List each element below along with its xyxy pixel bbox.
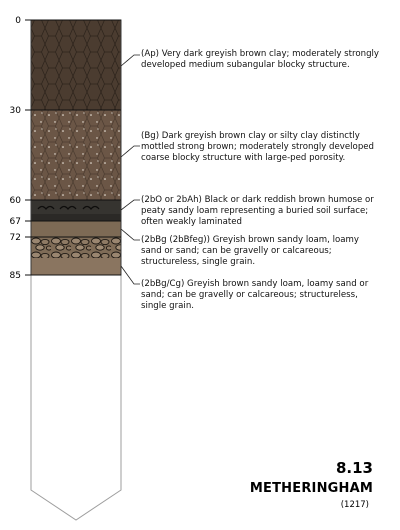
soil-series-number: 8.13	[335, 459, 373, 477]
horizon-ap-description: (Ap) Very dark greyish brown clay; moderately strongly developed medium subangular blocky structure.	[141, 49, 380, 70]
soil-series-name: METHERINGHAM	[249, 481, 373, 496]
depth-label-30: 30	[9, 106, 21, 116]
horizon-2bo-lower-fill	[31, 214, 121, 221]
depth-label-60: 60	[9, 196, 21, 206]
horizon-cg-description: (2bBg/Cg) Greyish brown sandy loam, loamy sand or sand; can be gravelly or calcareous; structureless, single grain.	[141, 279, 369, 311]
depth-label-72: 72	[9, 233, 21, 243]
soil-series-code: (1217)	[340, 500, 369, 510]
horizon-ap-fill	[31, 20, 121, 110]
horizon-cg-fill	[31, 258, 121, 275]
horizon-bg-description: (Bg) Dark greyish brown clay or silty clay distinctly mottled strong brown; moderately strongly developed coarse blocky structure with large-ped porosity.	[141, 131, 375, 163]
horizon-2bo-description: (2bO or 2bAh) Black or dark reddish brown humose or peaty sandy loam representing a buried soil surface; often weakly laminated	[141, 195, 374, 227]
horizon-2bbg-description: (2bBg (2bBfeg)) Greyish brown sandy loam, loamy sand or sand; can be gravelly or calcareous; structureless, single grain.	[141, 235, 359, 267]
depth-label-85: 85	[9, 271, 21, 281]
horizon-bg-fill	[31, 110, 121, 200]
profile-lower-column	[31, 275, 121, 520]
depth-label-0: 0	[15, 16, 21, 26]
leader-lines	[121, 55, 140, 284]
depth-label-67: 67	[9, 217, 21, 227]
horizon-2bbg-transition-fill	[31, 221, 121, 237]
